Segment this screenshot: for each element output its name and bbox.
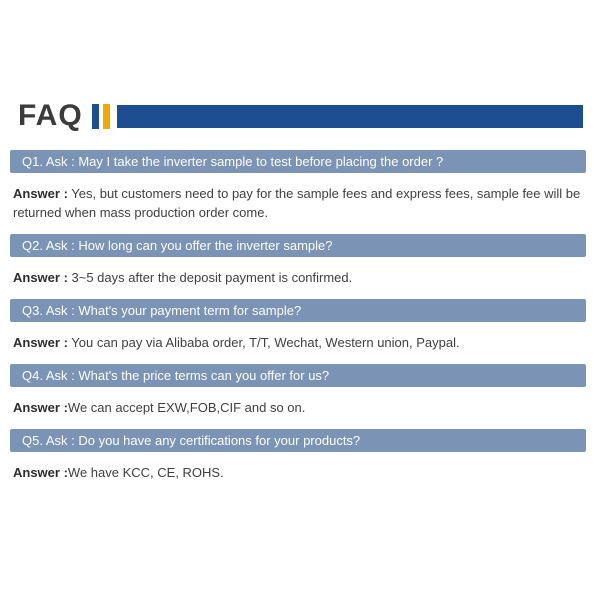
answer-label: Answer : [13,270,68,285]
faq-item [10,234,586,287]
answer-body: Yes, but customers need to pay for the sample fees and express fees, sample fee will be returned when mass production order come. [13,186,581,220]
question-bar: Q1. Ask : May I take the inverter sample to test before placing the order ? [10,150,586,173]
faq-list [10,150,586,482]
answer-label: Answer : [13,400,68,415]
header-decoration [92,97,583,135]
answer-text [13,398,584,417]
page-title: FAQ [18,99,83,132]
answer-body: You can pay via Alibaba order, T/T, Wechat, Western union, Paypal. [67,335,460,350]
answer-body: 3~5 days after the deposit payment is confirmed. [67,270,353,285]
question-bar: Q2. Ask : How long can you offer the inverter sample? [10,234,586,257]
answer-label: Answer : [13,335,68,350]
answer-label: Answer : [13,186,68,201]
yellow-tick-bar-icon [103,104,110,129]
question-bar: Q3. Ask : What's your payment term for sample? [10,299,586,322]
answer-body: We can accept EXW,FOB,CIF and so on. [67,400,306,415]
faq-header [0,0,600,135]
faq-item [10,429,586,482]
question-bar: Q4. Ask : What's the price terms can you offer for us? [10,364,586,387]
answer-text [13,333,584,352]
answer-text [13,268,584,287]
faq-item [10,299,586,352]
navy-rule-bar [117,105,583,128]
blue-tick-bar-icon [92,104,99,129]
answer-text [13,184,584,222]
faq-item [10,150,586,222]
answer-text [13,463,584,482]
faq-item [10,364,586,417]
answer-body: We have KCC, CE, ROHS. [67,465,224,480]
answer-label: Answer : [13,465,68,480]
question-bar: Q5. Ask : Do you have any certifications for your products? [10,429,586,452]
